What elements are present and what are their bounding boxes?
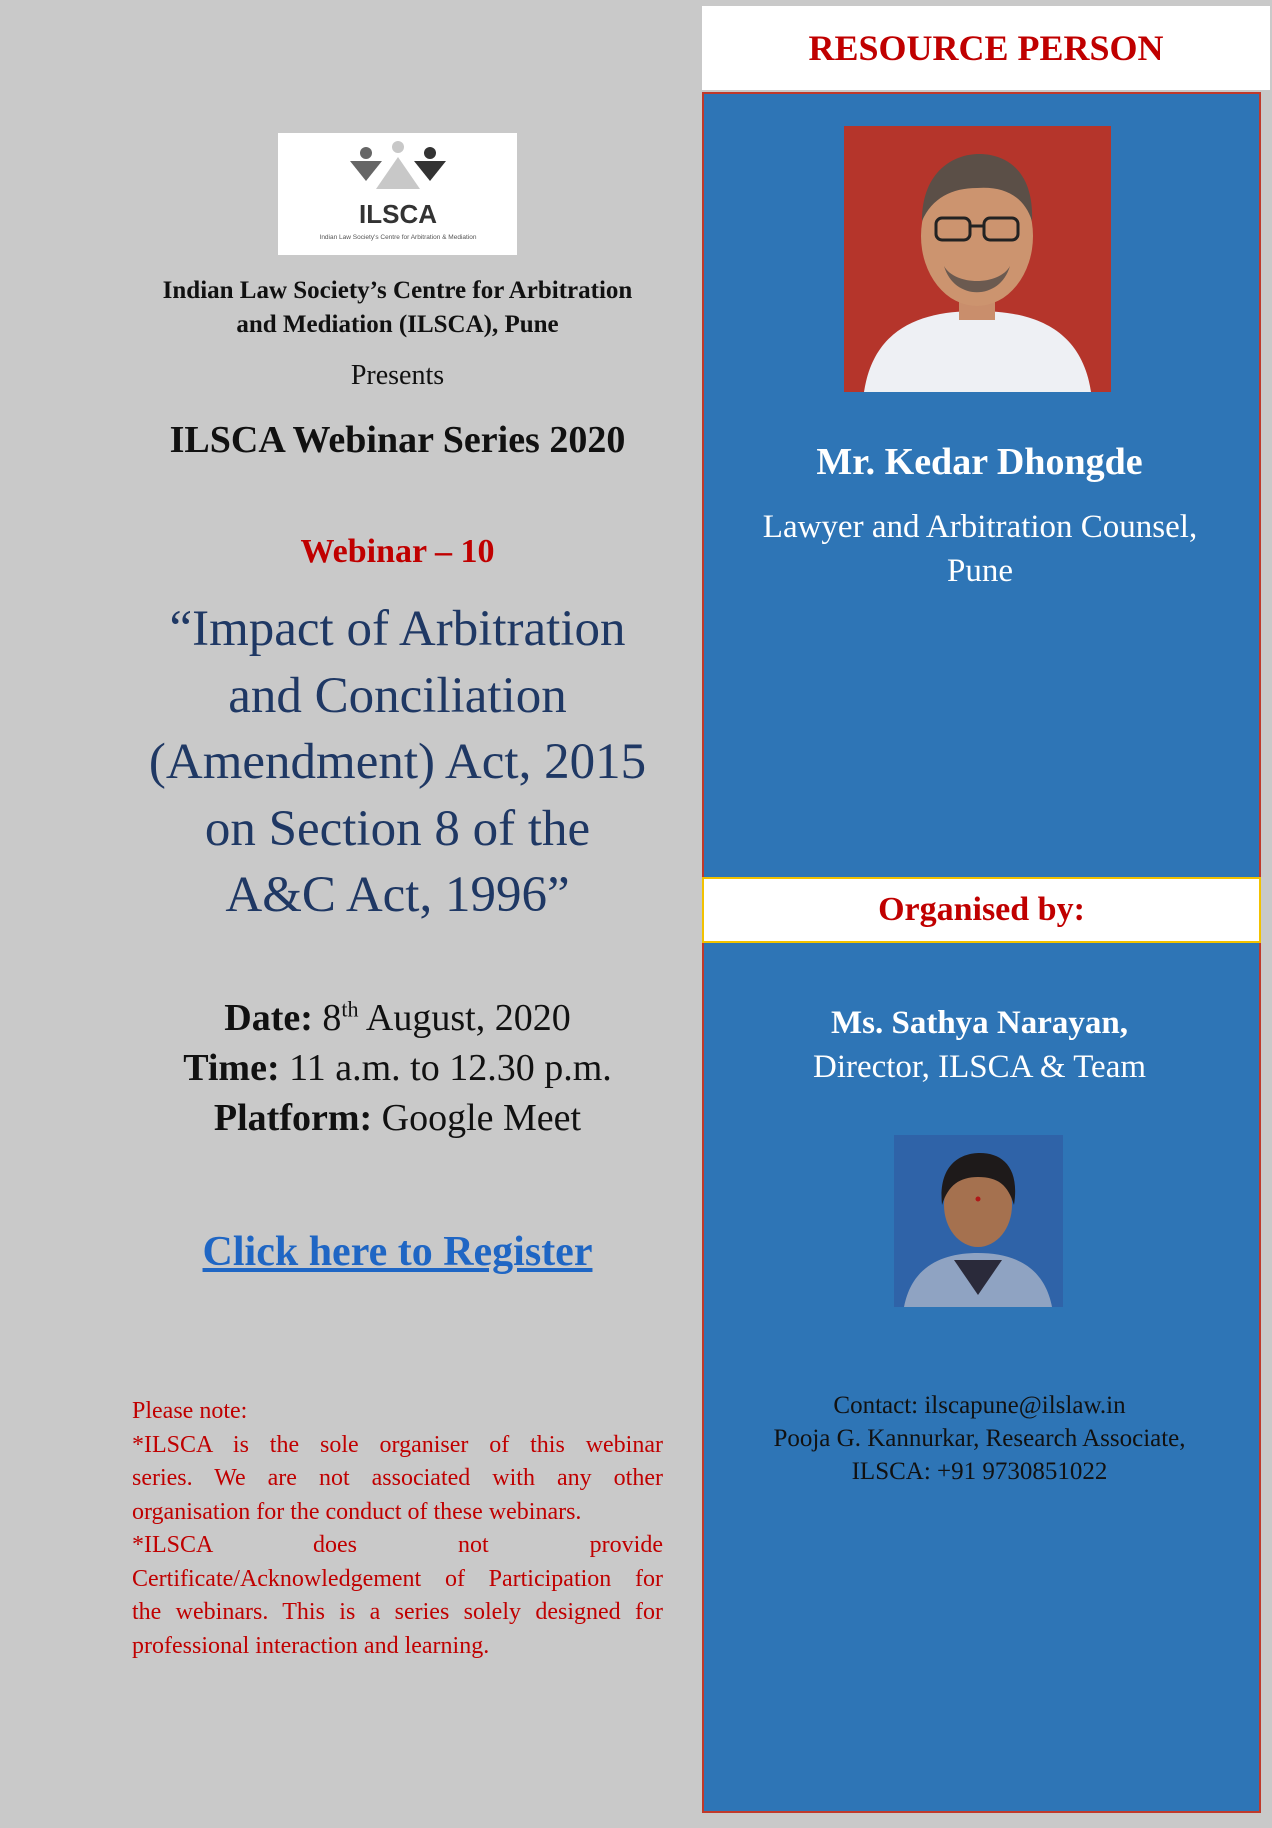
talk-title-line: and Conciliation <box>228 667 567 724</box>
talk-title-line: A&C Act, 1996” <box>225 867 570 923</box>
platform-value: Google Meet <box>381 1097 582 1139</box>
date-label: Date: <box>224 997 313 1039</box>
contact-line: Pooja G. Kannurkar, Research Associate, <box>773 1425 1186 1452</box>
platform-label: Platform: <box>213 1097 373 1139</box>
note-line: organisation for the conduct of these webinars. <box>132 1498 582 1525</box>
resource-person-photo <box>844 126 1111 392</box>
register-link[interactable]: Click here to Register <box>202 1229 593 1275</box>
date-day: 8 <box>322 997 342 1039</box>
resource-person-header: RESOURCE PERSON <box>702 6 1270 90</box>
series-title: ILSCA Webinar Series 2020 <box>169 419 626 461</box>
time-label: Time: <box>183 1047 280 1089</box>
organiser-name: Ms. Sathya Narayan, <box>830 1005 1129 1041</box>
organisation-name-line1: Indian Law Society’s Centre for Arbitration <box>162 277 633 304</box>
note-block <box>132 1395 663 1663</box>
contact-line: ILSCA: +91 9730851022 <box>851 1458 1108 1485</box>
note-line: *ILSCA does not provide <box>132 1532 663 1558</box>
time-value: 11 a.m. to 12.30 p.m. <box>289 1047 612 1089</box>
time-line <box>110 1046 685 1090</box>
talk-title-line: (Amendment) Act, 2015 <box>148 734 647 790</box>
date-suffix: th <box>341 996 359 1022</box>
note-line: Certificate/Acknowledgement of Participation for <box>132 1565 663 1592</box>
contact-block <box>702 1389 1257 1488</box>
note-line: *ILSCA is the sole organiser of this webinar <box>132 1431 663 1458</box>
organiser-photo <box>894 1135 1063 1307</box>
date-value: August, 2020 <box>365 997 571 1039</box>
organiser-role: Director, ILSCA & Team <box>812 1049 1147 1085</box>
contact-line: Contact: ilscapune@ilslaw.in <box>833 1392 1126 1419</box>
date-line <box>110 996 685 1040</box>
presents-text: Presents <box>350 360 445 391</box>
organisation-name <box>120 274 675 342</box>
talk-title-line: “Impact of Arbitration <box>169 601 626 657</box>
webinar-number: Webinar – 10 <box>300 533 495 570</box>
platform-line <box>110 1096 685 1140</box>
resource-person-title-line1: Lawyer and Arbitration Counsel, <box>762 509 1198 545</box>
organisation-name-line2: and Mediation (ILSCA), Pune <box>236 311 559 338</box>
resource-person-name: Mr. Kedar Dhongde <box>816 441 1143 483</box>
organised-by-header: Organised by: <box>702 877 1261 943</box>
note-line: series. We are not associated with any other <box>132 1465 663 1491</box>
resource-person-title <box>720 505 1240 593</box>
ilsca-logo <box>278 133 517 255</box>
talk-title-line: on Section 8 of the <box>204 800 591 857</box>
note-line: Please note: <box>132 1398 248 1424</box>
note-line: professional interaction and learning. <box>132 1632 490 1659</box>
logo-text: ILSCA <box>359 199 437 229</box>
note-line: the webinars. This is a series solely designed for <box>132 1599 663 1625</box>
talk-title <box>110 596 685 929</box>
resource-person-title-line2: Pune <box>947 553 1013 589</box>
logo-tagline: Indian Law Society's Centre for Arbitration & Mediation <box>319 234 477 241</box>
